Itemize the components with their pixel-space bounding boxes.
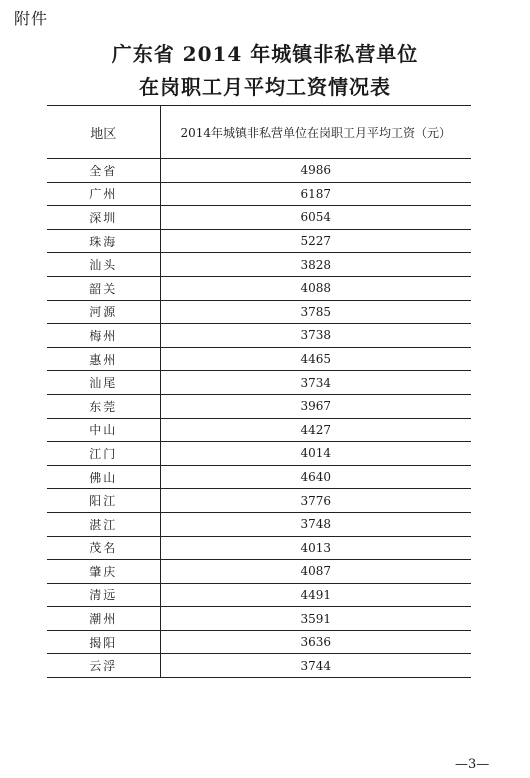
average-wage-cell: 3591	[160, 607, 471, 631]
average-wage-cell: 4014	[160, 442, 471, 466]
region-cell: 茂名	[47, 536, 160, 560]
average-wage-cell: 4013	[160, 536, 471, 560]
average-wage-cell: 3828	[160, 253, 471, 277]
average-wage-cell: 3636	[160, 630, 471, 654]
average-wage-cell: 4986	[160, 159, 471, 183]
region-cell: 佛山	[47, 465, 160, 489]
column-header-average-wage: 2014年城镇非私营单位在岗职工月平均工资（元）	[160, 106, 471, 159]
average-wage-cell: 4491	[160, 583, 471, 607]
average-wage-cell: 3776	[160, 489, 471, 513]
table-row	[47, 607, 471, 631]
average-wage-cell: 4465	[160, 347, 471, 371]
table-row	[47, 560, 471, 584]
average-wage-cell: 3967	[160, 394, 471, 418]
region-cell: 珠海	[47, 229, 160, 253]
region-cell: 惠州	[47, 347, 160, 371]
attachment-label: 附件	[14, 9, 49, 28]
region-cell: 云浮	[47, 654, 160, 678]
page-number: —3—	[455, 757, 490, 772]
average-wage-cell: 5227	[160, 229, 471, 253]
average-wage-cell: 3738	[160, 324, 471, 348]
average-wage-cell: 6054	[160, 206, 471, 230]
table-row	[47, 229, 471, 253]
average-wage-cell: 3734	[160, 371, 471, 395]
table-row	[47, 583, 471, 607]
table-row	[47, 253, 471, 277]
average-wage-cell: 3744	[160, 654, 471, 678]
wage-table	[47, 105, 471, 678]
region-cell: 韶关	[47, 276, 160, 300]
region-cell: 清远	[47, 583, 160, 607]
table-row	[47, 394, 471, 418]
region-cell: 广州	[47, 182, 160, 206]
region-cell: 汕尾	[47, 371, 160, 395]
average-wage-cell: 3748	[160, 512, 471, 536]
region-cell: 深圳	[47, 206, 160, 230]
region-cell: 肇庆	[47, 560, 160, 584]
table-row	[47, 654, 471, 678]
region-cell: 潮州	[47, 607, 160, 631]
column-header-region: 地区	[47, 106, 160, 159]
table-row	[47, 536, 471, 560]
average-wage-cell: 4640	[160, 465, 471, 489]
table-row	[47, 465, 471, 489]
region-cell: 江门	[47, 442, 160, 466]
region-cell: 中山	[47, 418, 160, 442]
table-row	[47, 630, 471, 654]
average-wage-cell: 6187	[160, 182, 471, 206]
table-row	[47, 206, 471, 230]
region-cell: 阳江	[47, 489, 160, 513]
table-row	[47, 371, 471, 395]
region-cell: 湛江	[47, 512, 160, 536]
region-cell: 河源	[47, 300, 160, 324]
table-row	[47, 159, 471, 183]
table-row	[47, 324, 471, 348]
table-row	[47, 512, 471, 536]
table-row	[47, 489, 471, 513]
region-cell: 东莞	[47, 394, 160, 418]
region-cell: 揭阳	[47, 630, 160, 654]
average-wage-cell: 4087	[160, 560, 471, 584]
region-cell: 汕头	[47, 253, 160, 277]
table-row	[47, 347, 471, 371]
average-wage-cell: 3785	[160, 300, 471, 324]
region-cell: 梅州	[47, 324, 160, 348]
table-row	[47, 276, 471, 300]
document-title-line-2: 在岗职工月平均工资情况表	[139, 75, 391, 99]
table-row	[47, 418, 471, 442]
document-title-line-1: 广东省 2014 年城镇非私营单位	[111, 42, 419, 66]
table-body	[47, 159, 471, 678]
average-wage-cell: 4088	[160, 276, 471, 300]
region-cell: 全省	[47, 159, 160, 183]
table-header-row	[47, 106, 471, 159]
table-row	[47, 300, 471, 324]
table-row	[47, 442, 471, 466]
table-row	[47, 182, 471, 206]
average-wage-cell: 4427	[160, 418, 471, 442]
